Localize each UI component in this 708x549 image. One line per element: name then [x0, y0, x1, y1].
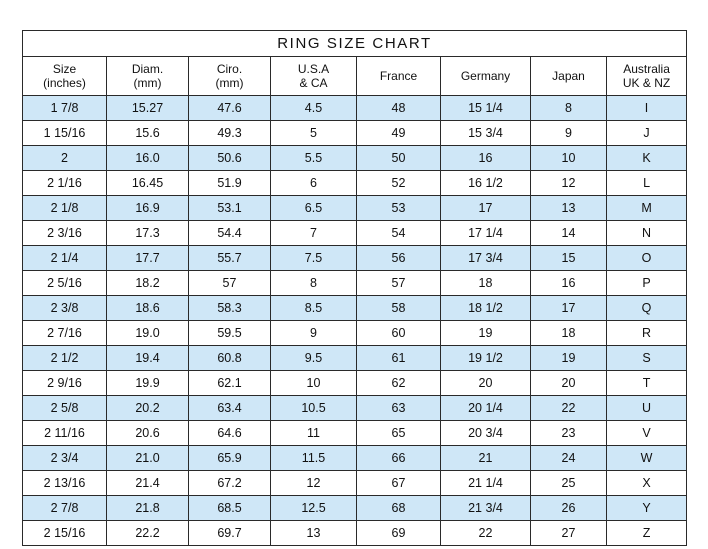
- table-cell: 2 9/16: [23, 371, 107, 396]
- table-cell: 69.7: [189, 521, 271, 546]
- table-cell: 17 1/4: [441, 221, 531, 246]
- table-cell: 16.9: [107, 196, 189, 221]
- table-cell: 17.7: [107, 246, 189, 271]
- column-header-circumference-line1: Ciro.: [216, 62, 243, 76]
- table-cell: 10: [531, 146, 607, 171]
- table-cell: T: [607, 371, 687, 396]
- table-cell: 63: [357, 396, 441, 421]
- table-cell: 19: [531, 346, 607, 371]
- column-header-france: [357, 57, 441, 96]
- table-cell: V: [607, 421, 687, 446]
- table-cell: 1 15/16: [23, 121, 107, 146]
- table-cell: 2 7/8: [23, 496, 107, 521]
- table-cell: 22: [441, 521, 531, 546]
- table-cell: 15 1/4: [441, 96, 531, 121]
- table-cell: 60: [357, 321, 441, 346]
- table-row: [23, 421, 687, 446]
- table-cell: 2 3/8: [23, 296, 107, 321]
- column-header-australia-uk-nz-line2: UK & NZ: [622, 76, 671, 90]
- table-cell: 59.5: [189, 321, 271, 346]
- table-cell: 68.5: [189, 496, 271, 521]
- table-cell: 2 1/4: [23, 246, 107, 271]
- table-cell: 2 3/4: [23, 446, 107, 471]
- table-cell: 20: [441, 371, 531, 396]
- table-cell: O: [607, 246, 687, 271]
- table-cell: 2 1/2: [23, 346, 107, 371]
- table-cell: 15.27: [107, 96, 189, 121]
- table-cell: 18 1/2: [441, 296, 531, 321]
- table-cell: 58: [357, 296, 441, 321]
- table-row: [23, 321, 687, 346]
- table-cell: 55.7: [189, 246, 271, 271]
- table-row: [23, 246, 687, 271]
- column-header-diameter-line1: Diam.: [131, 62, 164, 76]
- table-row: [23, 346, 687, 371]
- table-cell: 11.5: [271, 446, 357, 471]
- table-cell: X: [607, 471, 687, 496]
- table-cell: 17: [441, 196, 531, 221]
- table-body: [23, 96, 687, 546]
- column-header-france-line1: France: [379, 69, 418, 83]
- table-cell: 2: [23, 146, 107, 171]
- table-cell: 20 3/4: [441, 421, 531, 446]
- table-cell: 22.2: [107, 521, 189, 546]
- table-cell: 65.9: [189, 446, 271, 471]
- table-row: [23, 521, 687, 546]
- table-cell: 50.6: [189, 146, 271, 171]
- table-cell: 19 1/2: [441, 346, 531, 371]
- table-cell: 12: [531, 171, 607, 196]
- table-cell: 53: [357, 196, 441, 221]
- table-cell: 7: [271, 221, 357, 246]
- table-cell: 11: [271, 421, 357, 446]
- table-cell: 5: [271, 121, 357, 146]
- column-header-japan-line1: Japan: [552, 69, 585, 83]
- table-cell: 19.0: [107, 321, 189, 346]
- table-cell: 13: [531, 196, 607, 221]
- table-cell: 6: [271, 171, 357, 196]
- table-cell: 2 11/16: [23, 421, 107, 446]
- table-cell: 67.2: [189, 471, 271, 496]
- table-cell: 19.4: [107, 346, 189, 371]
- table-cell: 20 1/4: [441, 396, 531, 421]
- table-cell: 52: [357, 171, 441, 196]
- table-cell: 56: [357, 246, 441, 271]
- table-cell: 16.45: [107, 171, 189, 196]
- table-cell: 50: [357, 146, 441, 171]
- table-cell: 21 1/4: [441, 471, 531, 496]
- table-cell: 16.0: [107, 146, 189, 171]
- table-cell: 8.5: [271, 296, 357, 321]
- table-cell: 48: [357, 96, 441, 121]
- table-cell: 49.3: [189, 121, 271, 146]
- table-cell: 21.4: [107, 471, 189, 496]
- title-row: [23, 31, 687, 57]
- column-header-diameter: [107, 57, 189, 96]
- column-header-germany: [441, 57, 531, 96]
- table-row: [23, 121, 687, 146]
- table-cell: 57: [357, 271, 441, 296]
- table-cell: 18.2: [107, 271, 189, 296]
- table-cell: 9: [531, 121, 607, 146]
- table-row: [23, 496, 687, 521]
- table-cell: Y: [607, 496, 687, 521]
- column-header-circumference-line2: (mm): [215, 76, 244, 90]
- column-header-size: [23, 57, 107, 96]
- table-cell: 12.5: [271, 496, 357, 521]
- ring-size-chart-table: [22, 30, 687, 546]
- table-cell: 17: [531, 296, 607, 321]
- table-cell: 67: [357, 471, 441, 496]
- table-row: [23, 396, 687, 421]
- ring-size-chart-container: [22, 30, 686, 546]
- table-cell: 18: [441, 271, 531, 296]
- table-cell: 66: [357, 446, 441, 471]
- table-header: [23, 31, 687, 96]
- table-cell: 57: [189, 271, 271, 296]
- page-title: RING SIZE CHART: [23, 31, 687, 57]
- table-cell: 2 1/8: [23, 196, 107, 221]
- table-cell: 2 15/16: [23, 521, 107, 546]
- table-cell: R: [607, 321, 687, 346]
- column-header-row: [23, 57, 687, 96]
- table-cell: 21.0: [107, 446, 189, 471]
- table-cell: S: [607, 346, 687, 371]
- table-cell: 47.6: [189, 96, 271, 121]
- table-cell: 24: [531, 446, 607, 471]
- table-cell: 20.6: [107, 421, 189, 446]
- table-cell: 18.6: [107, 296, 189, 321]
- table-cell: W: [607, 446, 687, 471]
- table-cell: 6.5: [271, 196, 357, 221]
- table-cell: 62: [357, 371, 441, 396]
- table-cell: 16: [441, 146, 531, 171]
- table-cell: 10.5: [271, 396, 357, 421]
- table-row: [23, 446, 687, 471]
- table-cell: 22: [531, 396, 607, 421]
- table-cell: J: [607, 121, 687, 146]
- table-cell: 9: [271, 321, 357, 346]
- table-cell: 21.8: [107, 496, 189, 521]
- table-cell: 17 3/4: [441, 246, 531, 271]
- table-cell: 16 1/2: [441, 171, 531, 196]
- table-cell: I: [607, 96, 687, 121]
- table-cell: 65: [357, 421, 441, 446]
- table-row: [23, 296, 687, 321]
- table-row: [23, 171, 687, 196]
- table-cell: 19: [441, 321, 531, 346]
- table-cell: 2 7/16: [23, 321, 107, 346]
- table-cell: 54: [357, 221, 441, 246]
- table-cell: 2 5/8: [23, 396, 107, 421]
- table-row: [23, 471, 687, 496]
- column-header-size-line2: (inches): [43, 76, 86, 90]
- table-cell: 10: [271, 371, 357, 396]
- table-cell: 20: [531, 371, 607, 396]
- table-cell: K: [607, 146, 687, 171]
- table-cell: 54.4: [189, 221, 271, 246]
- column-header-australia-uk-nz: [607, 57, 687, 96]
- table-cell: 63.4: [189, 396, 271, 421]
- table-cell: 51.9: [189, 171, 271, 196]
- table-row: [23, 371, 687, 396]
- table-cell: L: [607, 171, 687, 196]
- table-cell: 62.1: [189, 371, 271, 396]
- table-cell: 68: [357, 496, 441, 521]
- table-cell: 2 1/16: [23, 171, 107, 196]
- table-cell: 15 3/4: [441, 121, 531, 146]
- table-cell: 20.2: [107, 396, 189, 421]
- table-cell: 64.6: [189, 421, 271, 446]
- table-cell: 15: [531, 246, 607, 271]
- table-cell: 2 5/16: [23, 271, 107, 296]
- column-header-japan: [531, 57, 607, 96]
- table-row: [23, 196, 687, 221]
- table-cell: 13: [271, 521, 357, 546]
- table-cell: Z: [607, 521, 687, 546]
- table-cell: 2 13/16: [23, 471, 107, 496]
- table-cell: 1 7/8: [23, 96, 107, 121]
- table-cell: 12: [271, 471, 357, 496]
- table-cell: 2 3/16: [23, 221, 107, 246]
- table-cell: 49: [357, 121, 441, 146]
- table-cell: 21: [441, 446, 531, 471]
- table-row: [23, 96, 687, 121]
- column-header-australia-uk-nz-line1: Australia: [623, 62, 670, 76]
- table-cell: 21 3/4: [441, 496, 531, 521]
- table-cell: M: [607, 196, 687, 221]
- table-cell: 25: [531, 471, 607, 496]
- table-cell: 17.3: [107, 221, 189, 246]
- table-cell: 19.9: [107, 371, 189, 396]
- table-cell: 23: [531, 421, 607, 446]
- table-cell: Q: [607, 296, 687, 321]
- table-cell: 58.3: [189, 296, 271, 321]
- table-cell: 26: [531, 496, 607, 521]
- table-cell: 16: [531, 271, 607, 296]
- table-cell: 8: [271, 271, 357, 296]
- table-cell: 4.5: [271, 96, 357, 121]
- table-cell: 18: [531, 321, 607, 346]
- column-header-usa-ca-line1: U.S.A: [297, 62, 330, 76]
- table-row: [23, 271, 687, 296]
- table-cell: 53.1: [189, 196, 271, 221]
- table-cell: 9.5: [271, 346, 357, 371]
- column-header-circumference: [189, 57, 271, 96]
- table-cell: 27: [531, 521, 607, 546]
- table-row: [23, 221, 687, 246]
- column-header-diameter-line2: (mm): [133, 76, 162, 90]
- table-cell: 15.6: [107, 121, 189, 146]
- column-header-size-line1: Size: [52, 62, 77, 76]
- table-cell: N: [607, 221, 687, 246]
- column-header-usa-ca-line2: & CA: [299, 76, 328, 90]
- table-cell: 61: [357, 346, 441, 371]
- table-cell: U: [607, 396, 687, 421]
- table-row: [23, 146, 687, 171]
- table-cell: 60.8: [189, 346, 271, 371]
- table-cell: P: [607, 271, 687, 296]
- table-cell: 8: [531, 96, 607, 121]
- table-cell: 5.5: [271, 146, 357, 171]
- column-header-usa-ca: [271, 57, 357, 96]
- table-cell: 7.5: [271, 246, 357, 271]
- column-header-germany-line1: Germany: [460, 69, 511, 83]
- table-cell: 14: [531, 221, 607, 246]
- table-cell: 69: [357, 521, 441, 546]
